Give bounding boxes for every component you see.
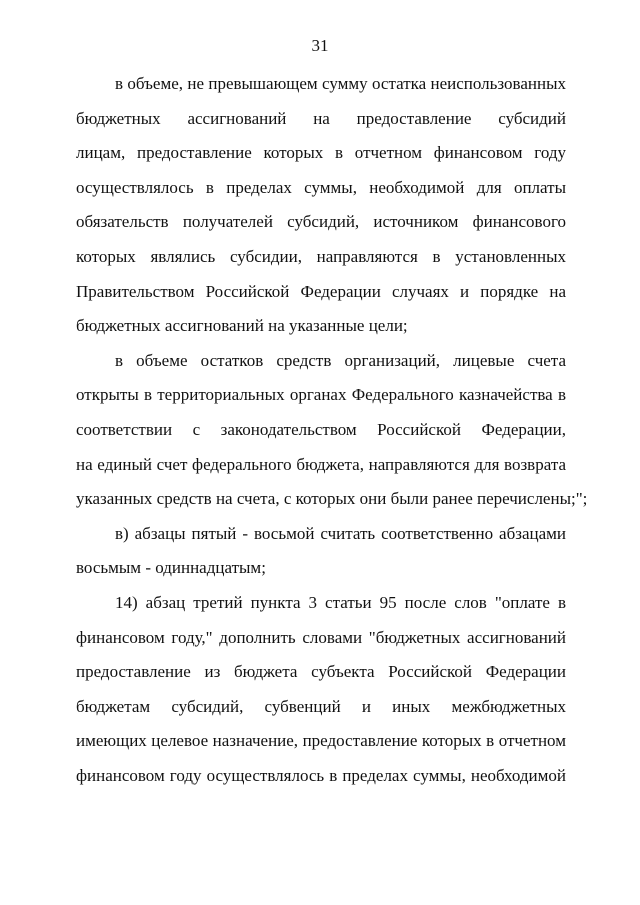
text-line: на единый счет федерального бюджета, направляются для возврата: [76, 454, 566, 474]
text-line: бюджетных ассигнований на указанные цели;: [76, 316, 408, 336]
text-line: бюджетных ассигнований на предоставление субсидий: [76, 108, 566, 128]
paragraph: [76, 67, 566, 344]
text-line: Правительством Российской Федерации случаях и порядке на: [76, 281, 566, 301]
text-line: осуществлялось в пределах суммы, необходимой для оплаты: [76, 177, 566, 197]
text-line: в объеме остатков средств организаций, лицевые счета: [115, 350, 566, 370]
page-number: 31: [311, 36, 329, 55]
document-body: [76, 67, 588, 793]
text-line: в объеме, не превышающем сумму остатка неиспользованных: [115, 74, 566, 93]
text-line: открыты в территориальных органах Федерального казначейства в: [76, 385, 566, 405]
text-line: предоставление из бюджета субъекта Российской Федерации: [76, 662, 566, 682]
text-line: 14) абзац третий пункта 3 статьи 95 после слов "оплате в: [115, 592, 566, 612]
text-line: финансовом году осуществлялось в пределах суммы, необходимой: [76, 765, 566, 785]
text-line: которых являлись субсидии, направляются в установленных: [76, 246, 566, 266]
paragraph: [76, 586, 566, 794]
text-line: имеющих целевое назначение, предоставление которых в отчетном: [76, 731, 566, 751]
text-line: восьмым - одиннадцатым;: [76, 558, 266, 578]
paragraph: [76, 344, 588, 517]
text-line: соответствии с законодательством Российской Федерации,: [76, 419, 566, 439]
text-line: финансовом году," дополнить словами "бюджетных ассигнований: [76, 627, 566, 647]
text-line: бюджетам субсидий, субвенций и иных межбюджетных: [76, 696, 566, 716]
paragraph: [76, 517, 566, 586]
text-line: в) абзацы пятый - восьмой считать соответственно абзацами: [115, 523, 566, 543]
text-line: лицам, предоставление которых в отчетном финансовом году: [76, 143, 566, 163]
text-line: обязательств получателей субсидий, источником финансового: [76, 212, 566, 232]
text-line: указанных средств на счета, с которых они были ранее перечислены;";: [76, 489, 588, 509]
